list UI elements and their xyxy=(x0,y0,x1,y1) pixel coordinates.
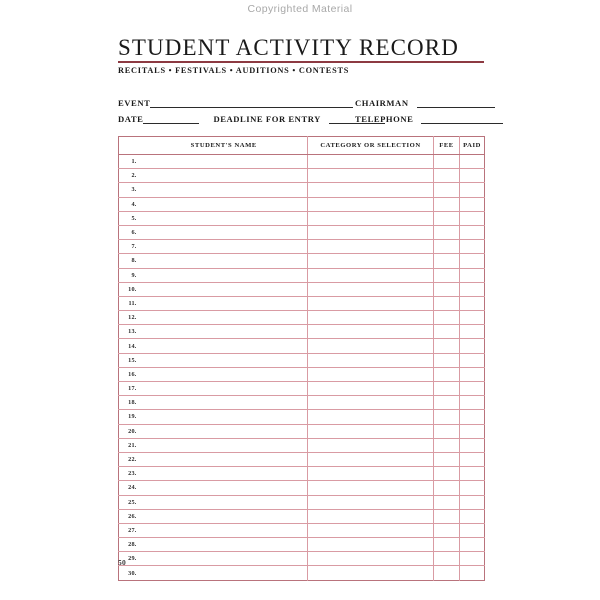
student-name-cell[interactable] xyxy=(141,155,308,169)
student-name-cell[interactable] xyxy=(141,353,308,367)
column-header-category: CATEGORY OR SELECTION xyxy=(308,137,434,155)
row-number: 26. xyxy=(119,509,141,523)
fee-cell[interactable] xyxy=(434,169,460,183)
row-number: 12. xyxy=(119,311,141,325)
category-cell[interactable] xyxy=(308,325,434,339)
paid-cell[interactable] xyxy=(460,325,485,339)
row-number: 4. xyxy=(119,197,141,211)
student-name-cell[interactable] xyxy=(141,566,308,580)
row-number: 9. xyxy=(119,268,141,282)
category-cell[interactable] xyxy=(308,509,434,523)
student-name-cell[interactable] xyxy=(141,452,308,466)
telephone-group xyxy=(355,114,484,124)
category-cell[interactable] xyxy=(308,254,434,268)
event-group xyxy=(118,98,355,108)
fee-cell[interactable] xyxy=(434,367,460,381)
table-row xyxy=(119,325,485,339)
paid-cell[interactable] xyxy=(460,211,485,225)
student-name-cell[interactable] xyxy=(141,396,308,410)
paid-cell[interactable] xyxy=(460,509,485,523)
row-number: 18. xyxy=(119,396,141,410)
date-deadline-group xyxy=(118,114,355,124)
category-cell[interactable] xyxy=(308,495,434,509)
fee-cell[interactable] xyxy=(434,282,460,296)
student-name-cell[interactable] xyxy=(141,183,308,197)
student-name-cell[interactable] xyxy=(141,339,308,353)
row-number: 17. xyxy=(119,382,141,396)
category-cell[interactable] xyxy=(308,467,434,481)
fee-cell[interactable] xyxy=(434,197,460,211)
title-divider xyxy=(118,61,484,63)
student-name-cell[interactable] xyxy=(141,225,308,239)
student-name-cell[interactable] xyxy=(141,509,308,523)
table-row xyxy=(119,155,485,169)
table-row xyxy=(119,296,485,310)
category-cell[interactable] xyxy=(308,240,434,254)
paid-cell[interactable] xyxy=(460,566,485,580)
table-row xyxy=(119,268,485,282)
paid-cell[interactable] xyxy=(460,495,485,509)
table-row xyxy=(119,481,485,495)
student-name-cell[interactable] xyxy=(141,211,308,225)
deadline-label: DEADLINE FOR ENTRY xyxy=(213,114,321,124)
category-cell[interactable] xyxy=(308,197,434,211)
table-row xyxy=(119,339,485,353)
student-name-cell[interactable] xyxy=(141,552,308,566)
paid-cell[interactable] xyxy=(460,268,485,282)
fee-cell[interactable] xyxy=(434,438,460,452)
row-number: 14. xyxy=(119,339,141,353)
student-name-cell[interactable] xyxy=(141,495,308,509)
table-row xyxy=(119,438,485,452)
category-cell[interactable] xyxy=(308,155,434,169)
student-name-cell[interactable] xyxy=(141,311,308,325)
fee-cell[interactable] xyxy=(434,240,460,254)
category-cell[interactable] xyxy=(308,481,434,495)
paid-cell[interactable] xyxy=(460,538,485,552)
paid-cell[interactable] xyxy=(460,481,485,495)
fee-cell[interactable] xyxy=(434,509,460,523)
category-cell[interactable] xyxy=(308,268,434,282)
fee-cell[interactable] xyxy=(434,339,460,353)
row-number: 5. xyxy=(119,211,141,225)
fee-cell[interactable] xyxy=(434,410,460,424)
paid-cell[interactable] xyxy=(460,424,485,438)
row-number: 1. xyxy=(119,155,141,169)
field-row-date xyxy=(118,110,484,124)
paid-cell[interactable] xyxy=(460,155,485,169)
row-number: 23. xyxy=(119,467,141,481)
fee-cell[interactable] xyxy=(434,311,460,325)
paid-cell[interactable] xyxy=(460,339,485,353)
page-subtitle: RECITALS • FESTIVALS • AUDITIONS • CONTESTS xyxy=(118,65,350,75)
chairman-label: CHAIRMAN xyxy=(355,98,409,108)
student-activity-table xyxy=(118,136,485,581)
paid-cell[interactable] xyxy=(460,438,485,452)
category-cell[interactable] xyxy=(308,339,434,353)
student-name-cell[interactable] xyxy=(141,169,308,183)
student-name-cell[interactable] xyxy=(141,197,308,211)
fee-cell[interactable] xyxy=(434,538,460,552)
telephone-input[interactable] xyxy=(421,114,503,124)
student-name-cell[interactable] xyxy=(141,382,308,396)
table-row xyxy=(119,240,485,254)
paid-cell[interactable] xyxy=(460,467,485,481)
student-name-cell[interactable] xyxy=(141,523,308,537)
telephone-label: TELEPHONE xyxy=(355,114,414,124)
table-row xyxy=(119,523,485,537)
row-number: 25. xyxy=(119,495,141,509)
date-label: DATE xyxy=(118,114,144,124)
student-name-cell[interactable] xyxy=(141,481,308,495)
header-fields xyxy=(118,94,484,124)
row-number: 15. xyxy=(119,353,141,367)
column-header-fee: FEE xyxy=(434,137,460,155)
column-header-paid: PAID xyxy=(460,137,485,155)
paid-cell[interactable] xyxy=(460,452,485,466)
event-label: EVENT xyxy=(118,98,151,108)
student-name-cell[interactable] xyxy=(141,296,308,310)
paid-cell[interactable] xyxy=(460,197,485,211)
row-number: 19. xyxy=(119,410,141,424)
row-number: 3. xyxy=(119,183,141,197)
table-row xyxy=(119,367,485,381)
row-number: 22. xyxy=(119,452,141,466)
table-header-row xyxy=(119,137,485,155)
row-number: 13. xyxy=(119,325,141,339)
fee-cell[interactable] xyxy=(434,296,460,310)
student-name-cell[interactable] xyxy=(141,410,308,424)
table-row xyxy=(119,197,485,211)
paid-cell[interactable] xyxy=(460,296,485,310)
table-row xyxy=(119,254,485,268)
row-number: 7. xyxy=(119,240,141,254)
category-cell[interactable] xyxy=(308,396,434,410)
category-cell[interactable] xyxy=(308,169,434,183)
category-cell[interactable] xyxy=(308,424,434,438)
student-name-cell[interactable] xyxy=(141,367,308,381)
student-name-cell[interactable] xyxy=(141,282,308,296)
fee-cell[interactable] xyxy=(434,424,460,438)
student-name-cell[interactable] xyxy=(141,325,308,339)
category-cell[interactable] xyxy=(308,211,434,225)
fee-cell[interactable] xyxy=(434,353,460,367)
paid-cell[interactable] xyxy=(460,311,485,325)
event-input[interactable] xyxy=(150,98,353,108)
title-block xyxy=(118,36,484,75)
category-cell[interactable] xyxy=(308,225,434,239)
fee-cell[interactable] xyxy=(434,254,460,268)
table-row xyxy=(119,538,485,552)
paid-cell[interactable] xyxy=(460,367,485,381)
student-name-cell[interactable] xyxy=(141,254,308,268)
fee-cell[interactable] xyxy=(434,452,460,466)
row-number: 8. xyxy=(119,254,141,268)
category-cell[interactable] xyxy=(308,183,434,197)
paid-cell[interactable] xyxy=(460,410,485,424)
table-row xyxy=(119,353,485,367)
table-row xyxy=(119,467,485,481)
row-number: 6. xyxy=(119,225,141,239)
student-name-cell[interactable] xyxy=(141,240,308,254)
fee-cell[interactable] xyxy=(434,382,460,396)
table-body xyxy=(119,155,485,581)
fee-cell[interactable] xyxy=(434,396,460,410)
row-number: 11. xyxy=(119,296,141,310)
page-number: 50 xyxy=(118,558,127,567)
row-number: 2. xyxy=(119,169,141,183)
row-number: 10. xyxy=(119,282,141,296)
paid-cell[interactable] xyxy=(460,382,485,396)
category-cell[interactable] xyxy=(308,566,434,580)
paid-cell[interactable] xyxy=(460,552,485,566)
date-input[interactable] xyxy=(143,114,199,124)
table-row xyxy=(119,382,485,396)
table-row xyxy=(119,509,485,523)
row-number: 29. xyxy=(119,552,141,566)
row-number: 16. xyxy=(119,367,141,381)
paid-cell[interactable] xyxy=(460,254,485,268)
row-number: 20. xyxy=(119,424,141,438)
row-number: 21. xyxy=(119,438,141,452)
fee-cell[interactable] xyxy=(434,523,460,537)
fee-cell[interactable] xyxy=(434,268,460,282)
paid-cell[interactable] xyxy=(460,523,485,537)
fee-cell[interactable] xyxy=(434,495,460,509)
paid-cell[interactable] xyxy=(460,240,485,254)
paid-cell[interactable] xyxy=(460,225,485,239)
table-row xyxy=(119,396,485,410)
table-row xyxy=(119,311,485,325)
page-title: STUDENT ACTIVITY RECORD xyxy=(118,35,459,60)
category-cell[interactable] xyxy=(308,438,434,452)
student-name-cell[interactable] xyxy=(141,538,308,552)
paid-cell[interactable] xyxy=(460,396,485,410)
table-row xyxy=(119,566,485,580)
student-name-cell[interactable] xyxy=(141,438,308,452)
category-cell[interactable] xyxy=(308,353,434,367)
category-cell[interactable] xyxy=(308,311,434,325)
category-cell[interactable] xyxy=(308,523,434,537)
student-name-cell[interactable] xyxy=(141,467,308,481)
fee-cell[interactable] xyxy=(434,552,460,566)
paid-cell[interactable] xyxy=(460,183,485,197)
category-cell[interactable] xyxy=(308,367,434,381)
table-row xyxy=(119,183,485,197)
table-header xyxy=(119,137,485,155)
chairman-input[interactable] xyxy=(417,98,495,108)
table-row xyxy=(119,410,485,424)
table-row xyxy=(119,424,485,438)
fee-cell[interactable] xyxy=(434,467,460,481)
row-number: 27. xyxy=(119,523,141,537)
fee-cell[interactable] xyxy=(434,225,460,239)
category-cell[interactable] xyxy=(308,452,434,466)
table-row xyxy=(119,169,485,183)
table-row xyxy=(119,495,485,509)
paid-cell[interactable] xyxy=(460,353,485,367)
row-number: 24. xyxy=(119,481,141,495)
row-number: 28. xyxy=(119,538,141,552)
paid-cell[interactable] xyxy=(460,282,485,296)
paid-cell[interactable] xyxy=(460,169,485,183)
fee-cell[interactable] xyxy=(434,566,460,580)
fee-cell[interactable] xyxy=(434,155,460,169)
row-number: 30. xyxy=(119,566,141,580)
table-row xyxy=(119,225,485,239)
fee-cell[interactable] xyxy=(434,325,460,339)
category-cell[interactable] xyxy=(308,410,434,424)
category-cell[interactable] xyxy=(308,552,434,566)
fee-cell[interactable] xyxy=(434,211,460,225)
field-row-event xyxy=(118,94,484,108)
category-cell[interactable] xyxy=(308,282,434,296)
category-cell[interactable] xyxy=(308,296,434,310)
table-row xyxy=(119,282,485,296)
fee-cell[interactable] xyxy=(434,183,460,197)
category-cell[interactable] xyxy=(308,382,434,396)
chairman-group xyxy=(355,98,484,108)
table-row xyxy=(119,452,485,466)
column-header-name: STUDENT'S NAME xyxy=(141,137,308,155)
student-name-cell[interactable] xyxy=(141,268,308,282)
copyright-watermark: Copyrighted Material xyxy=(247,3,353,15)
table-row xyxy=(119,211,485,225)
column-header-number xyxy=(119,137,141,155)
fee-cell[interactable] xyxy=(434,481,460,495)
table-row xyxy=(119,552,485,566)
category-cell[interactable] xyxy=(308,538,434,552)
student-name-cell[interactable] xyxy=(141,424,308,438)
